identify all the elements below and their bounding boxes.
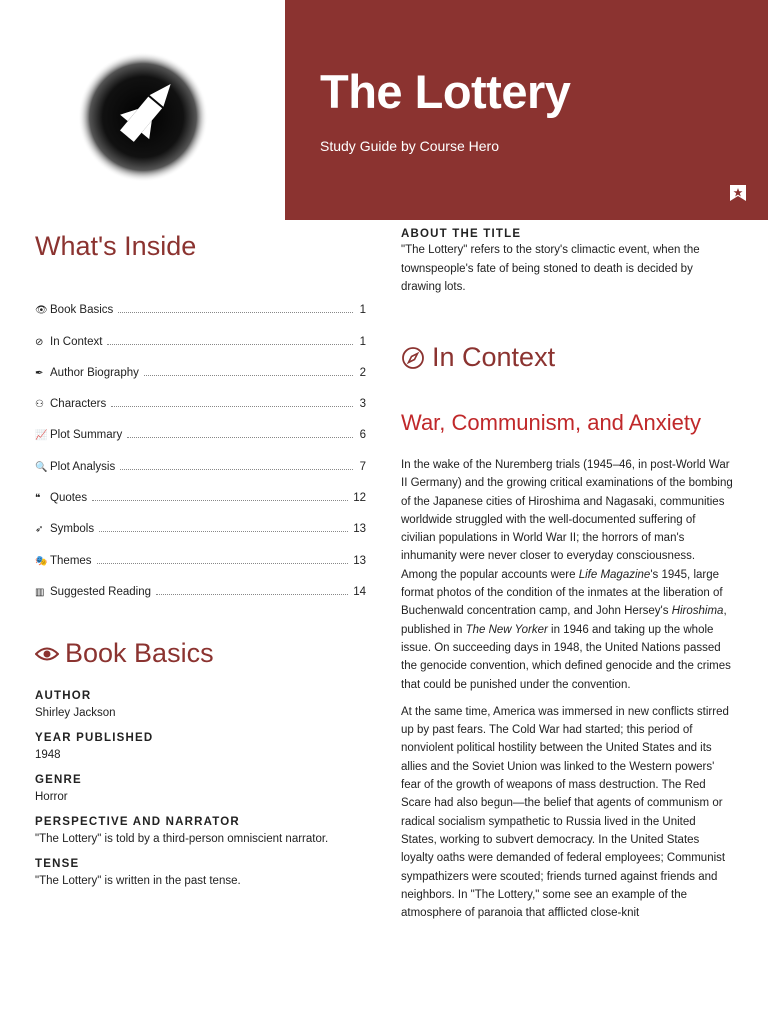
fact-author	[35, 690, 365, 719]
toc-page-number: 13	[353, 554, 366, 567]
toc-leader	[120, 469, 353, 470]
compass-icon	[401, 346, 425, 370]
toc-leader	[111, 406, 353, 407]
fact-tense	[35, 858, 365, 887]
toc-label: Plot Analysis	[50, 460, 116, 473]
toc-page-number: 1	[359, 304, 366, 317]
bookmark-star-icon[interactable]	[729, 184, 747, 202]
fact-label: YEAR PUBLISHED	[35, 732, 154, 744]
masks-icon: 🎭	[35, 555, 48, 567]
toc-page-number: 2	[359, 366, 366, 379]
toc-page-number: 1	[359, 335, 366, 348]
pencil-rocket-logo-icon	[78, 52, 208, 182]
page-subtitle: Study Guide by Course Hero	[320, 138, 499, 154]
compass-icon: ⊘	[35, 336, 44, 348]
italic-title: Life Magazine	[578, 568, 651, 581]
fact-label: AUTHOR	[35, 690, 92, 702]
toc-label: Book Basics	[50, 304, 114, 317]
toc-label: Symbols	[50, 523, 95, 536]
fact-value: "The Lottery" is written in the past tense.	[35, 875, 241, 887]
toc-item-author-biography[interactable]	[35, 357, 366, 388]
fact-value: Horror	[35, 791, 68, 803]
book-basics-heading	[35, 638, 214, 669]
toc-leader	[107, 344, 353, 345]
toc-label: Plot Summary	[50, 429, 123, 442]
about-the-title	[401, 228, 733, 297]
fact-value: "The Lottery" is told by a third-person omniscient narrator.	[35, 833, 329, 845]
quote-icon: ❝	[35, 493, 41, 505]
in-context-body	[401, 456, 733, 931]
toc-item-book-basics[interactable]	[35, 294, 366, 325]
eye-icon: 👁	[35, 305, 48, 317]
books-icon: ▥	[35, 586, 45, 598]
fact-value: Shirley Jackson	[35, 707, 116, 719]
in-context-title: In Context	[432, 342, 556, 372]
bird-icon: ➶	[35, 524, 44, 536]
toc-item-suggested-reading[interactable]	[35, 576, 366, 607]
toc-label: Author Biography	[50, 366, 139, 379]
fact-label: PERSPECTIVE AND NARRATOR	[35, 816, 240, 828]
toc-leader	[127, 437, 353, 438]
title-banner	[285, 0, 768, 220]
italic-title: Hiroshima	[671, 605, 724, 618]
book-basics-facts	[35, 690, 365, 900]
text-run: in 1946 and taking up the whole issue. On succeeding days in 1948, the United Nations passed the genocide convention, which defined genocide and the crimes that could be punished under the convention.	[401, 623, 731, 691]
toc-leader	[156, 594, 348, 595]
toc-item-plot-analysis[interactable]	[35, 450, 366, 481]
paragraph: At the same time, America was immersed in new conflicts stirred up by past fears. The Cold War had started; this period of nonviolent political hostility between the United States and its allies and the Soviet Union was linked to the Western powers' fear of the growth of weapons of mass destruction. The Red Scare had also begun—the belief that agents of communism or radical socialism sympathetic to Russia lived in the United States, working to subvert democracy. In the United States loyalty oaths were demanded of federal employees; Communist sympathizers were scouted; friends turned against friends and neighbors. In "The Lottery," some see an example of the atmosphere of paranoia that afflicted close-knit	[401, 705, 729, 920]
fact-label: TENSE	[35, 858, 80, 870]
eye-icon	[35, 646, 59, 662]
toc-item-symbols[interactable]	[35, 513, 366, 544]
chart-icon: 📈	[35, 430, 48, 442]
paragraph	[401, 456, 733, 694]
in-context-heading	[401, 342, 555, 373]
toc-page-number: 6	[359, 429, 366, 442]
toc-leader	[97, 563, 349, 564]
toc-item-themes[interactable]	[35, 544, 366, 575]
toc-leader	[99, 531, 348, 532]
toc-label: In Context	[50, 335, 103, 348]
section-subheading: War, Communism, and Anxiety	[401, 410, 701, 435]
fact-perspective	[35, 816, 365, 845]
toc-label: Quotes	[50, 492, 88, 505]
fact-value: 1948	[35, 749, 61, 761]
about-title-text: "The Lottery" refers to the story's climactic event, when the townspeople's fate of being stoned to death is decided by drawing lots.	[401, 244, 700, 293]
toc-leader	[144, 375, 353, 376]
about-title-label: ABOUT THE TITLE	[401, 228, 522, 240]
pen-nib-icon: ✒	[35, 367, 44, 379]
toc-page-number: 3	[359, 398, 366, 411]
text-run: In the wake of the Nuremberg trials (1945–46, in post-World War II Germany) and the growing critical examinations of the bombing of the Japanese cities of Hiroshima and Nagasaki, communities worldwide struggled with the well-documented suffering of civilian populations in World War II; the horrors of man's inhumanity were never closer to everyday consciousness. Among the popular accounts were	[401, 459, 733, 581]
toc-label: Themes	[50, 554, 92, 567]
fact-genre	[35, 774, 365, 803]
course-hero-logo	[78, 52, 208, 182]
magnifier-icon: 🔍	[35, 461, 48, 473]
toc-page-number: 12	[353, 492, 366, 505]
fact-year-published	[35, 732, 365, 761]
toc-page-number: 13	[353, 523, 366, 536]
people-icon: ⚇	[35, 399, 44, 411]
toc-item-characters[interactable]	[35, 388, 366, 419]
toc-leader	[92, 500, 348, 501]
page-title: The Lottery	[320, 65, 571, 118]
fact-label: GENRE	[35, 774, 82, 786]
toc-item-quotes[interactable]	[35, 482, 366, 513]
toc-page-number: 14	[353, 585, 366, 598]
toc-page-number: 7	[359, 460, 366, 473]
table-of-contents	[35, 294, 366, 607]
toc-label: Characters	[50, 398, 107, 411]
text-run: , published in	[401, 605, 727, 636]
toc-item-in-context[interactable]	[35, 325, 366, 356]
toc-item-plot-summary[interactable]	[35, 419, 366, 450]
whats-inside-heading: What's Inside	[35, 231, 197, 261]
toc-label: Suggested Reading	[50, 585, 152, 598]
italic-title: The New Yorker	[465, 623, 548, 636]
toc-leader	[118, 312, 353, 313]
book-basics-title: Book Basics	[65, 638, 214, 668]
text-run: 's 1945, large format photos of the condition of the inmates at the liberation of Buchenwald concentration camp, and John Hersey's	[401, 568, 723, 618]
